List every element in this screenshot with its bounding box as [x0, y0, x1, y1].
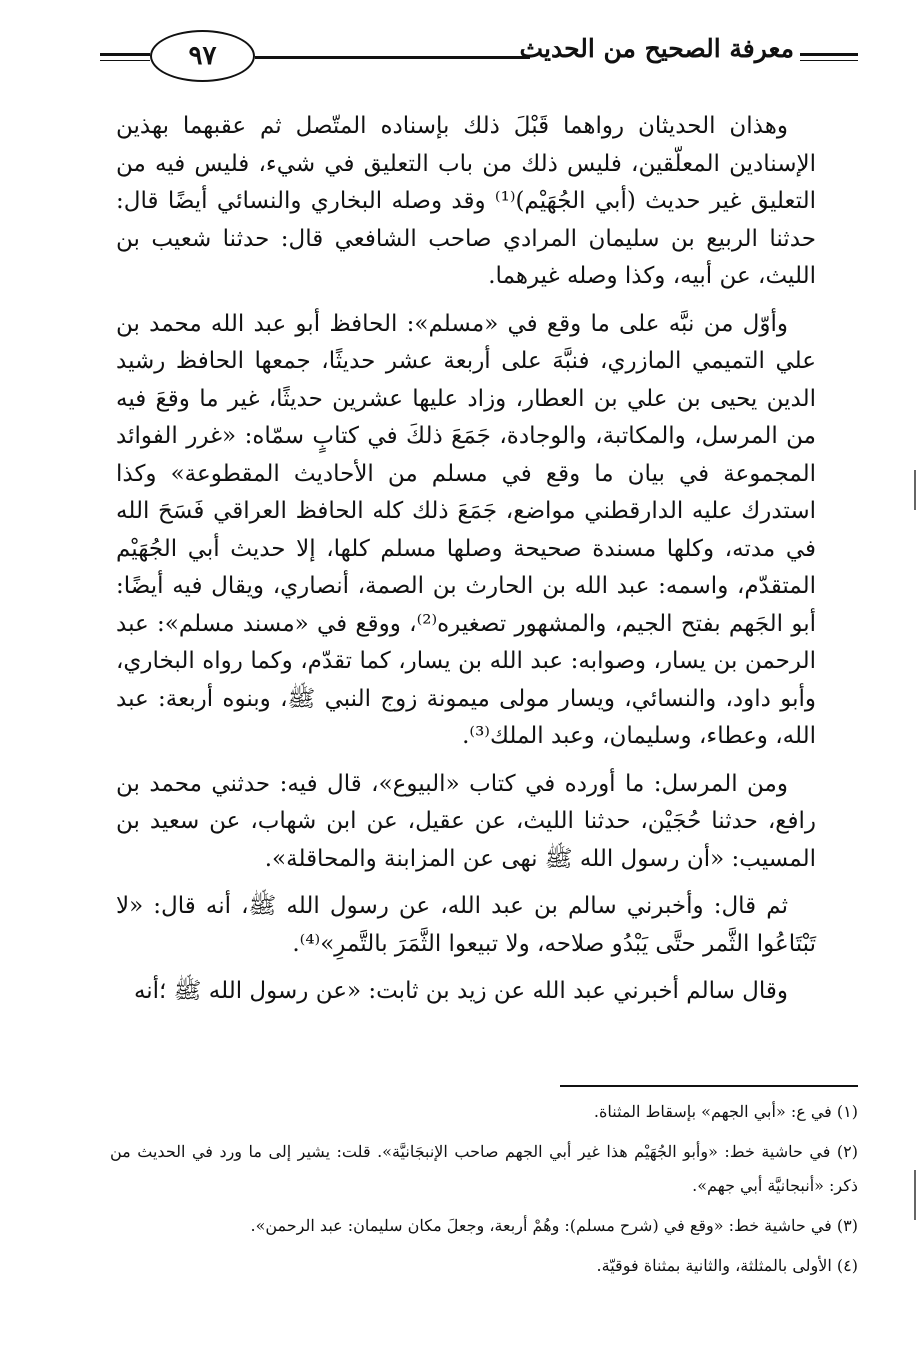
scan-edge-mark — [914, 470, 916, 510]
header-rule-left — [100, 53, 150, 56]
main-text — [116, 108, 816, 1021]
paragraph: وأوّل من نبَّه على ما وقع في «مسلم»: الحافظ أبو عبد الله محمد بن علي التميمي المازري، فنبَّهَ على أربعة عشر حديثًا، جمعها الحافظ رشيد الدين يحيى بن علي بن العطار، وزاد عليها عشرين حديثًا، غير ما وقعَ فيه من المرسل، والمكاتبة، والوجادة، جَمَعَ ذلكَ في كتابٍ سمّاه: «غرر الفوائد المجموعة في بيان ما وقع في مسلم من الأحاديث المقطوعة» وكذا استدرك عليه الدارقطني مواضع، جَمَعَ ذلك كله الحافظ العراقي فَسَحَ الله في مدته، وكلها مسندة صحيحة وصلها مسلم كلها، إلا حديث أبي الجُهَيْم المتقدّم، واسمه: عبد الله بن الحارث بن الصمة، أنصاري، ويقال فيه أيضًا: أبو الجَهم بفتح الجيم، والمشهور تصغيره⁽²⁾، ووقع في «مسند مسلم»: عبد الرحمن بن يسار، وصوابه: عبد الله بن يسار، كما تقدّم، وكما رواه البخاري، وأبو داود، والنسائي، ويسار مولى ميمونة زوج النبي ﷺ، وبنوه أربعة: عبد الله، وعطاء، وسليمان، وعبد الملك⁽³⁾. — [116, 310, 816, 749]
header-rule-right-thin — [800, 60, 858, 61]
footnote: (٢) في حاشية خط: «وأبو الجُهَيْم هذا غير أبي الجهم صاحب الإنبجَانيَّة». قلت: يشير إلى ما ورد في الحديث من ذكر: «أنبجانيَّة أبي جهم». — [110, 1142, 858, 1195]
header-rule-left-thin — [100, 60, 150, 61]
footnote-separator — [560, 1085, 858, 1087]
footnote: (٤) الأولى بالمثلثة، والثانية بمثناة فوقيّة. — [596, 1256, 858, 1275]
page-number — [150, 30, 255, 82]
header-rule-middle — [255, 56, 530, 59]
footnote: (٣) في حاشية خط: «وقع في (شرح مسلم): وهُمْ أربعة، وجعلَ مكان سليمان: عبد الرحمن». — [250, 1216, 858, 1235]
paragraph: ومن المرسل: ما أورده في كتاب «البيوع»، قال فيه: حدثني محمد بن رافع، حدثنا حُجَيْن، حدثنا الليث، عن عقيل، عن ابن شهاب، عن سعيد بن المسيب: «أن رسول الله ﷺ نهى عن المزابنة والمحاقلة». — [116, 770, 816, 872]
page-number-text: ٩٧ — [188, 41, 217, 71]
paragraph: وهذان الحديثان رواهما قَبْلَ ذلك بإسناده المتّصل ثم عقبهما بهذين الإسنادين المعلّقين، فليس ذلك من باب التعليق في شيء، فليس فيه من التعليق غير حديث (أبي الجُهَيْم)⁽¹⁾ وقد وصله البخاري والنسائي أيضًا قال: حدثنا الربيع بن سليمان المرادي صاحب الشافعي قال: حدثنا شعيب بن الليث، عن أبيه، وكذا وصله غيرهما. — [116, 113, 816, 289]
scan-edge-mark — [914, 1170, 916, 1220]
running-title: معرفة الصحيح من الحديث — [519, 34, 794, 63]
footnotes — [110, 1095, 858, 1289]
paragraph: وقال سالم أخبرني عبد الله عن زيد بن ثابت: «عن رسول الله ﷺ ؛أنه — [133, 978, 788, 1004]
header-rule-right — [800, 53, 858, 56]
footnote: (١) في ع: «أبي الجهم» بإسقاط المثناة. — [593, 1102, 858, 1121]
paragraph: ثم قال: وأخبرني سالم بن عبد الله، عن رسول الله ﷺ، أنه قال: «لا تَبْتَاعُوا الثَّمر حتَّى يَبْدُو صلاحه، ولا تبيعوا الثَّمَرَ بالتَّمرِ»⁽⁴⁾. — [116, 893, 816, 957]
